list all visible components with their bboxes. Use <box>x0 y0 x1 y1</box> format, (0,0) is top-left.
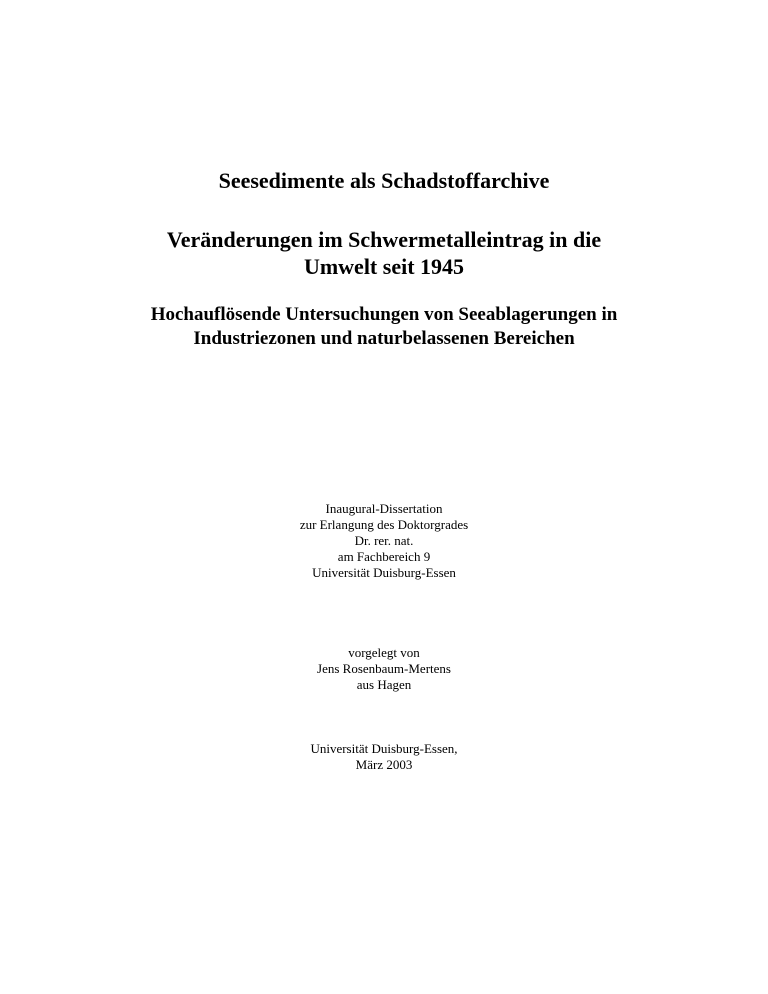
date: März 2003 <box>355 757 413 772</box>
dissertation-line: Universität Duisburg-Essen <box>312 565 456 580</box>
author-name: Jens Rosenbaum-Mertens <box>317 661 451 676</box>
author-block <box>0 645 768 693</box>
secondary-subtitle-line: Industriezonen und naturbelassenen Bereichen <box>193 328 575 349</box>
dissertation-line: Inaugural-Dissertation <box>325 501 443 516</box>
place-date-block <box>0 741 768 773</box>
main-title-text: Seesedimente als Schadstoffarchive <box>218 168 550 193</box>
author-origin: aus Hagen <box>356 677 412 692</box>
dissertation-line: am Fachbereich 9 <box>337 549 431 564</box>
secondary-subtitle-line: Hochauflösende Untersuchungen von Seeablagerungen in <box>150 304 618 325</box>
dissertation-line: Dr. rer. nat. <box>354 533 414 548</box>
secondary-subtitle <box>0 303 768 351</box>
subtitle-line: Veränderungen im Schwermetalleintrag in die <box>166 227 602 252</box>
author-line: vorgelegt von <box>348 645 420 660</box>
dissertation-statement <box>0 501 768 581</box>
institution: Universität Duisburg-Essen, <box>310 741 458 756</box>
subtitle-line: Umwelt seit 1945 <box>303 254 465 279</box>
main-title <box>0 168 768 194</box>
dissertation-line: zur Erlangung des Doktorgrades <box>299 517 469 532</box>
subtitle <box>0 226 768 280</box>
